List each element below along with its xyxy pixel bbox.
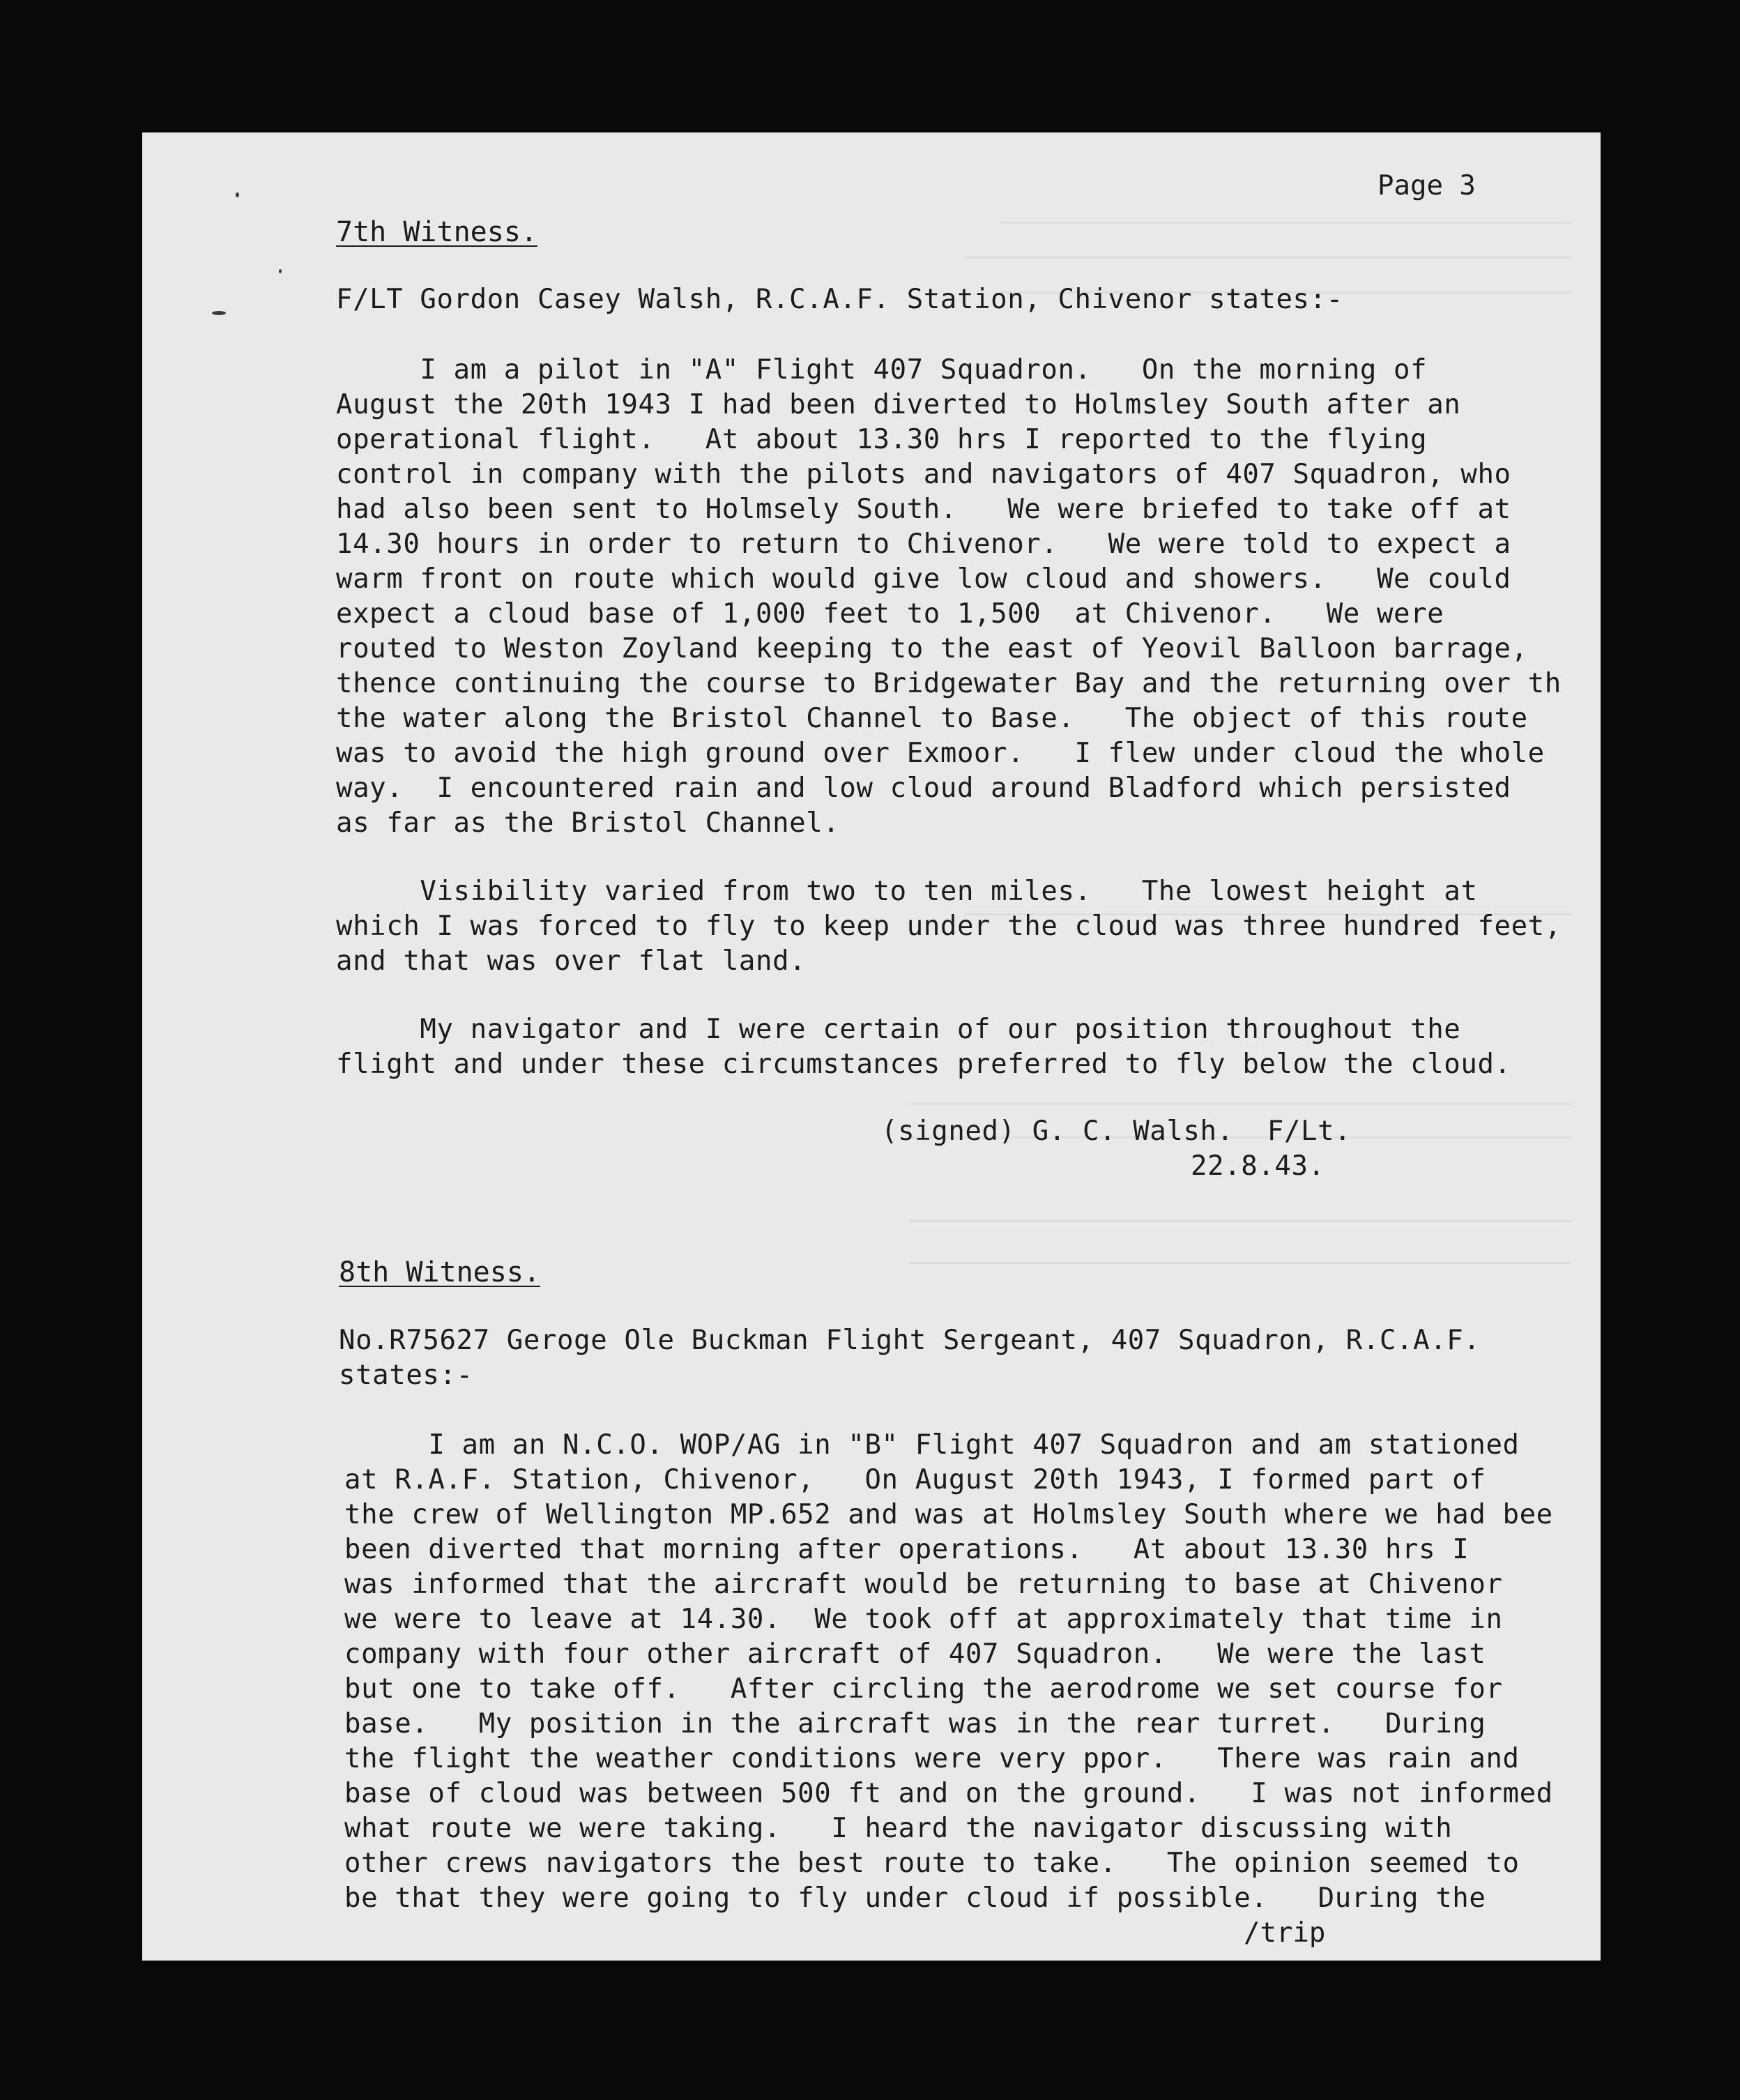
text-line: base. My position in the aircraft was in the rear turret. During (344, 1708, 1486, 1740)
paper-speck (212, 311, 226, 315)
paper-speck (236, 192, 239, 197)
text-line: routed to Weston Zoyland keeping to the east of Yeovil Balloon barrage, (336, 633, 1528, 664)
text-line: I am an N.C.O. WOP/AG in "B" Flight 407 Squadron and am stationed (344, 1429, 1520, 1461)
witness-7-heading: 7th Witness. (336, 216, 537, 248)
text-line: the water along the Bristol Channel to Base. The object of this route (336, 703, 1528, 734)
text-line: the crew of Wellington MP.652 and was at Holmsley South where we had bee (344, 1499, 1553, 1530)
text-line: we were to leave at 14.30. We took off at approximately that time in (344, 1604, 1503, 1635)
text-line: warm front on route which would give low cloud and showers. We could (336, 563, 1511, 595)
text-line: what route we were taking. I heard the navigator discussing with (344, 1813, 1453, 1844)
text-line: flight and under these circumstances preferred to fly below the cloud. (336, 1049, 1511, 1080)
text-line: be that they were going to fly under cloud if possible. During the (344, 1882, 1486, 1914)
text-line: states:- (339, 1360, 473, 1391)
text-line: been diverted that morning after operations. At about 13.30 hrs I (344, 1534, 1470, 1565)
text-line: I am a pilot in "A" Flight 407 Squadron. On the morning of (336, 354, 1428, 386)
document-page (142, 132, 1601, 1961)
text-line: My navigator and I were certain of our position throughout the (336, 1014, 1461, 1045)
witness-7-date: 22.8.43. (1191, 1150, 1325, 1182)
page-number: Page 3 (1378, 170, 1476, 201)
text-line: but one to take off. After circling the aerodrome we set course for (344, 1673, 1503, 1705)
text-line: as far as the Bristol Channel. (336, 807, 840, 839)
text-line: way. I encountered rain and low cloud around Bladford which persisted (336, 773, 1511, 804)
text-line: thence continuing the course to Bridgewater Bay and the returning over th (336, 668, 1562, 699)
text-line: control in company with the pilots and navigators of 407 Squadron, who (336, 459, 1511, 490)
text-line: was to avoid the high ground over Exmoor. I flew under cloud the whole (336, 738, 1545, 769)
text-line: operational flight. At about 13.30 hrs I reported to the flying (336, 424, 1428, 455)
text-line: expect a cloud base of 1,000 feet to 1,500 at Chivenor. We were (336, 598, 1444, 630)
text-line: base of cloud was between 500 ft and on the ground. I was not informed (344, 1778, 1553, 1809)
text-line: which I was forced to fly to keep under the cloud was three hundred feet, (336, 911, 1562, 942)
text-line: and that was over flat land. (336, 945, 807, 977)
paper-speck (279, 269, 282, 273)
text-line: the flight the weather conditions were very ppor. There was rain and (344, 1743, 1520, 1774)
text-line: company with four other aircraft of 407 Squadron. We were the last (344, 1638, 1486, 1670)
witness-8-heading: 8th Witness. (339, 1256, 540, 1288)
witness-7-signature: (signed) G. C. Walsh. F/Lt. (881, 1116, 1352, 1147)
text-line: other crews navigators the best route to take. The opinion seemed to (344, 1848, 1520, 1879)
text-line: 14.30 hours in order to return to Chivenor. We were told to expect a (336, 528, 1511, 560)
text-line: was informed that the aircraft would be returning to base at Chivenor (344, 1569, 1503, 1600)
text-line: No.R75627 Geroge Ole Buckman Flight Sergeant, 407 Squadron, R.C.A.F. (339, 1325, 1481, 1356)
continuation-marker: /trip (1244, 1917, 1326, 1949)
text-line: at R.A.F. Station, Chivenor, On August 20th 1943, I formed part of (344, 1464, 1486, 1496)
text-line: Visibility varied from two to ten miles. The lowest height at (336, 876, 1478, 907)
witness-7-intro: F/LT Gordon Casey Walsh, R.C.A.F. Station, Chivenor states:- (336, 284, 1343, 315)
text-line: August the 20th 1943 I had been diverted to Holmsley South after an (336, 389, 1461, 420)
text-line: had also been sent to Holmsely South. We were briefed to take off at (336, 494, 1511, 525)
